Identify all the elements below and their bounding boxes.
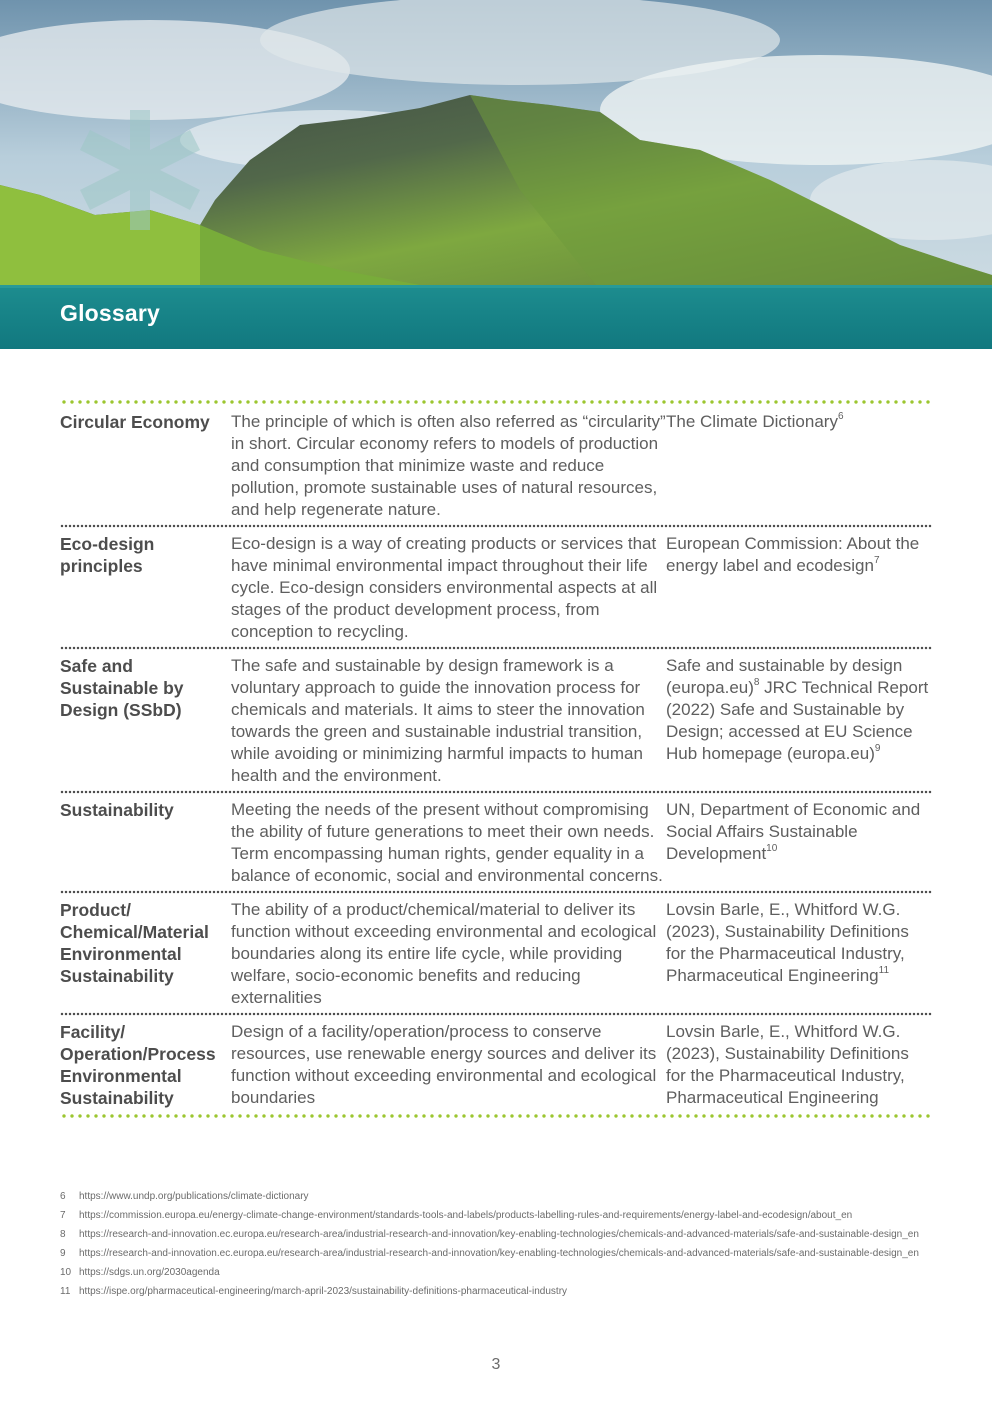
glossary-term: Facility/ Operation/Process Environmental Sustainability <box>60 1022 216 1108</box>
footnote <box>60 1189 932 1205</box>
glossary-source: UN, Department of Economic and Social Affairs Sustainable Development$^{10}$ <box>666 800 921 863</box>
page-number: 3 <box>491 1356 501 1373</box>
glossary-definition: Design of a facility/operation/process to conserve resources, use renewable energy sources and deliver its function without exceeding environmental and ecological boundaries <box>231 1022 657 1107</box>
footnote-number: 7 <box>60 1210 66 1221</box>
footnote-ref: 11 <box>878 965 890 977</box>
glossary-row <box>60 896 932 1010</box>
footnote <box>60 1246 932 1262</box>
footnote-number: 11 <box>60 1286 71 1297</box>
glossary-source: The Climate Dictionary$^6$ <box>666 411 844 431</box>
glossary-row <box>60 408 932 522</box>
top-divider <box>60 396 932 408</box>
glossary-table <box>60 396 932 1122</box>
footnotes <box>60 1189 932 1303</box>
glossary-row <box>60 796 932 888</box>
row-divider <box>60 522 932 530</box>
footnote-number: 9 <box>60 1248 66 1259</box>
footnote <box>60 1284 932 1300</box>
footnote-ref: 8 <box>753 677 760 689</box>
glossary-row <box>60 530 932 644</box>
row-divider <box>60 888 932 896</box>
glossary-definition: The safe and sustainable by design framework is a voluntary approach to guide the innovation process for chemicals and materials. It aims to steer the innovation towards the green and sustainable industrial transition, while avoiding or minimizing harmful impacts to human health and the environment. <box>231 656 645 785</box>
footnote-number: 10 <box>60 1267 72 1278</box>
glossary-term: Product/ Chemical/Material Environmental Sustainability <box>60 900 209 986</box>
footnote-link[interactable]: https://commission.europa.eu/energy-climate-change-environment/standards-tools-and-labels/products-labelling-rules-and-requirements/energy-label-and-ecodesign/about_en <box>79 1210 853 1221</box>
footnote-ref: 10 <box>766 843 778 855</box>
footnote <box>60 1208 932 1224</box>
bottom-divider <box>60 1110 932 1122</box>
glossary-row <box>60 652 932 788</box>
glossary-definition: Eco-design is a way of creating products or services that have minimal environmental impact throughout their life cycle. Eco-design considers environmental aspects at all stages of the product development process, from conception to recycling. <box>231 534 658 641</box>
glossary-row <box>60 1018 932 1110</box>
footnote-link[interactable]: https://research-and-innovation.ec.europa.eu/research-area/industrial-research-and-innovation/key-enabling-technologies/chemicals-and-advanced-materials/safe-and-sustainable-design_en <box>79 1248 919 1259</box>
footnote-ref: 6 <box>837 411 844 423</box>
footnote-link[interactable]: https://sdgs.un.org/2030agenda <box>79 1267 220 1278</box>
footnote-number: 8 <box>60 1229 66 1240</box>
footnote-ref: 9 <box>874 743 881 755</box>
glossary-source: Lovsin Barle, E., Whitford W.G. (2023), Sustainability Definitions for the Pharmaceutical Industry, Pharmaceutical Engineering <box>666 1022 909 1107</box>
row-divider <box>60 788 932 796</box>
glossary-definition: Meeting the needs of the present without compromising the ability of future generations to meet their own needs. Term encompassing human rights, gender equality in a balance of economic, social and environmental concerns. <box>231 800 663 885</box>
glossary-term: Eco-design principles <box>60 534 155 576</box>
footnote-link[interactable]: https://research-and-innovation.ec.europa.eu/research-area/industrial-research-and-innovation/key-enabling-technologies/chemicals-and-advanced-materials/safe-and-sustainable-design_en <box>79 1229 919 1240</box>
glossary-definition: The ability of a product/chemical/material to deliver its function without exceeding environmental and ecological boundaries along its entire life cycle, while providing welfare, socio-economic benefits and reducing externalities <box>231 900 657 1007</box>
footnote <box>60 1265 932 1281</box>
glossary-source: Safe and sustainable by design (europa.eu)$^8$ JRC Technical Report (2022) Safe and Sustainable by Design; accessed at EU Science Hub homepage (europa.eu)$^9$ <box>666 656 929 763</box>
footnote-link[interactable]: https://ispe.org/pharmaceutical-engineering/march-april-2023/sustainability-definitions-pharmaceutical-industry <box>79 1286 568 1297</box>
glossary-source: European Commission: About the energy label and ecodesign$^7$ <box>666 534 920 575</box>
footnote <box>60 1227 932 1243</box>
row-divider <box>60 644 932 652</box>
footnote-number: 6 <box>60 1191 66 1202</box>
glossary-source: Lovsin Barle, E., Whitford W.G. (2023), Sustainability Definitions for the Pharmaceutical Industry, Pharmaceutical Engineering$^{11}$ <box>666 900 909 985</box>
glossary-term: Safe and Sustainable by Design (SSbD) <box>60 656 184 720</box>
footnote-ref: 7 <box>873 555 880 567</box>
mountain-landscape-image <box>0 0 992 349</box>
footnote-link[interactable]: https://www.undp.org/publications/climate-dictionary <box>79 1191 309 1202</box>
row-divider <box>60 1010 932 1018</box>
page-title: Glossary <box>60 300 161 326</box>
glossary-definition: The principle of which is often also referred as “circularity” in short. Circular economy refers to models of production and consumption that minimize waste and reduce pollution, promote sustainable uses of natural resources, and help regenerate nature. <box>231 412 666 519</box>
header-banner <box>0 0 992 349</box>
glossary-term: Sustainability <box>60 800 174 820</box>
glossary-term: Circular Economy <box>60 412 210 432</box>
